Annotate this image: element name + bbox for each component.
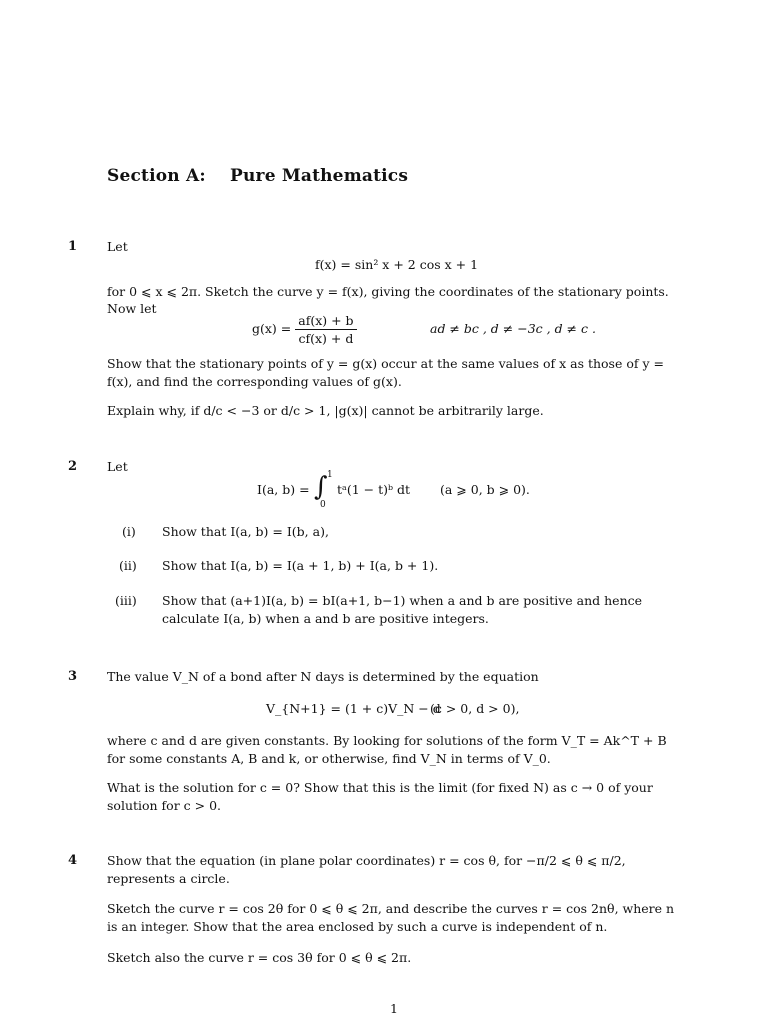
- q1-paragraph-2: Show that the stationary points of y = g(x) occur at the same values of x as those of y = f(x), and find the corresponding values of g(x).: [107, 356, 664, 389]
- q1-g-conditions: ad ≠ bc , d ≠ −3c , d ≠ c .: [430, 321, 596, 336]
- g-lhs: g(x) =: [252, 321, 292, 336]
- q2-part-ii-label: (ii): [119, 558, 137, 573]
- g-numerator: af(x) + b: [295, 313, 356, 330]
- q1-equation-g: [252, 313, 357, 346]
- integral-body: tᵃ(1 − t)ᵇ dt: [337, 482, 410, 497]
- q2-conditions: (a ⩾ 0, b ⩾ 0).: [440, 482, 530, 497]
- q3-paragraph-3: What is the solution for c = 0? Show that this is the limit (for fixed N) as c → 0 of your solution for c > 0.: [107, 780, 653, 813]
- integral-upper-limit: 1: [327, 470, 333, 480]
- section-label: Section A:: [107, 166, 206, 186]
- integral-sign: ∫: [314, 472, 328, 502]
- q4-paragraph-3: Sketch also the curve r = cos 3θ for 0 ⩽ θ ⩽ 2π.: [107, 950, 412, 965]
- integral-lhs: I(a, b) =: [257, 482, 310, 497]
- q2-let: Let: [107, 459, 128, 474]
- q2-part-i-label: (i): [122, 524, 136, 539]
- q3-conditions: (c > 0, d > 0),: [430, 701, 520, 716]
- q3-paragraph-1: The value V_N of a bond after N days is determined by the equation: [107, 669, 539, 684]
- q2-part-iii-label: (iii): [115, 593, 137, 608]
- integral-lower-limit: 0: [320, 500, 326, 510]
- q4-paragraph-1: Show that the equation (in plane polar coordinates) r = cos θ, for −π/2 ⩽ θ ⩽ π/2, represents a circle.: [107, 853, 626, 886]
- question-3-number: 3: [68, 669, 78, 684]
- question-4-number: 4: [68, 853, 78, 868]
- q1-let: Let: [107, 239, 128, 254]
- q1-equation-f: f(x) = sin² x + 2 cos x + 1: [315, 257, 479, 272]
- q1-now-let: Now let: [107, 301, 157, 316]
- page-number: 1: [390, 1001, 398, 1016]
- section-title: Pure Mathematics: [230, 166, 409, 186]
- q2-part-ii-text: Show that I(a, b) = I(a + 1, b) + I(a, b + 1).: [162, 558, 439, 573]
- q2-part-i-text: Show that I(a, b) = I(b, a),: [162, 524, 329, 539]
- g-denominator: cf(x) + d: [298, 331, 354, 346]
- q1-paragraph-1: for 0 ⩽ x ⩽ 2π. Sketch the curve y = f(x), giving the coordinates of the stationary points.: [107, 284, 669, 299]
- question-1-number: 1: [68, 239, 78, 254]
- q3-paragraph-2: where c and d are given constants. By looking for solutions of the form V_T = Ak^T + B for some constants A, B and k, or otherwise, find V_N in terms of V_0.: [107, 733, 667, 766]
- q3-equation: V_{N+1} = (1 + c)V_N − d: [266, 701, 441, 716]
- q4-paragraph-2: Sketch the curve r = cos 2θ for 0 ⩽ θ ⩽ 2π, and describe the curves r = cos 2nθ, where n is an integer. Show that the area enclosed by such a curve is independent of n.: [107, 901, 675, 934]
- q2-part-iii-text: Show that (a+1)I(a, b) = bI(a+1, b−1) when a and b are positive and hence calculate I(a, b) when a and b are positive integers.: [162, 593, 643, 626]
- q1-paragraph-3: Explain why, if d/c < −3 or d/c > 1, |g(x)| cannot be arbitrarily large.: [107, 403, 544, 418]
- question-2-number: 2: [68, 459, 78, 474]
- g-fraction: [295, 313, 356, 346]
